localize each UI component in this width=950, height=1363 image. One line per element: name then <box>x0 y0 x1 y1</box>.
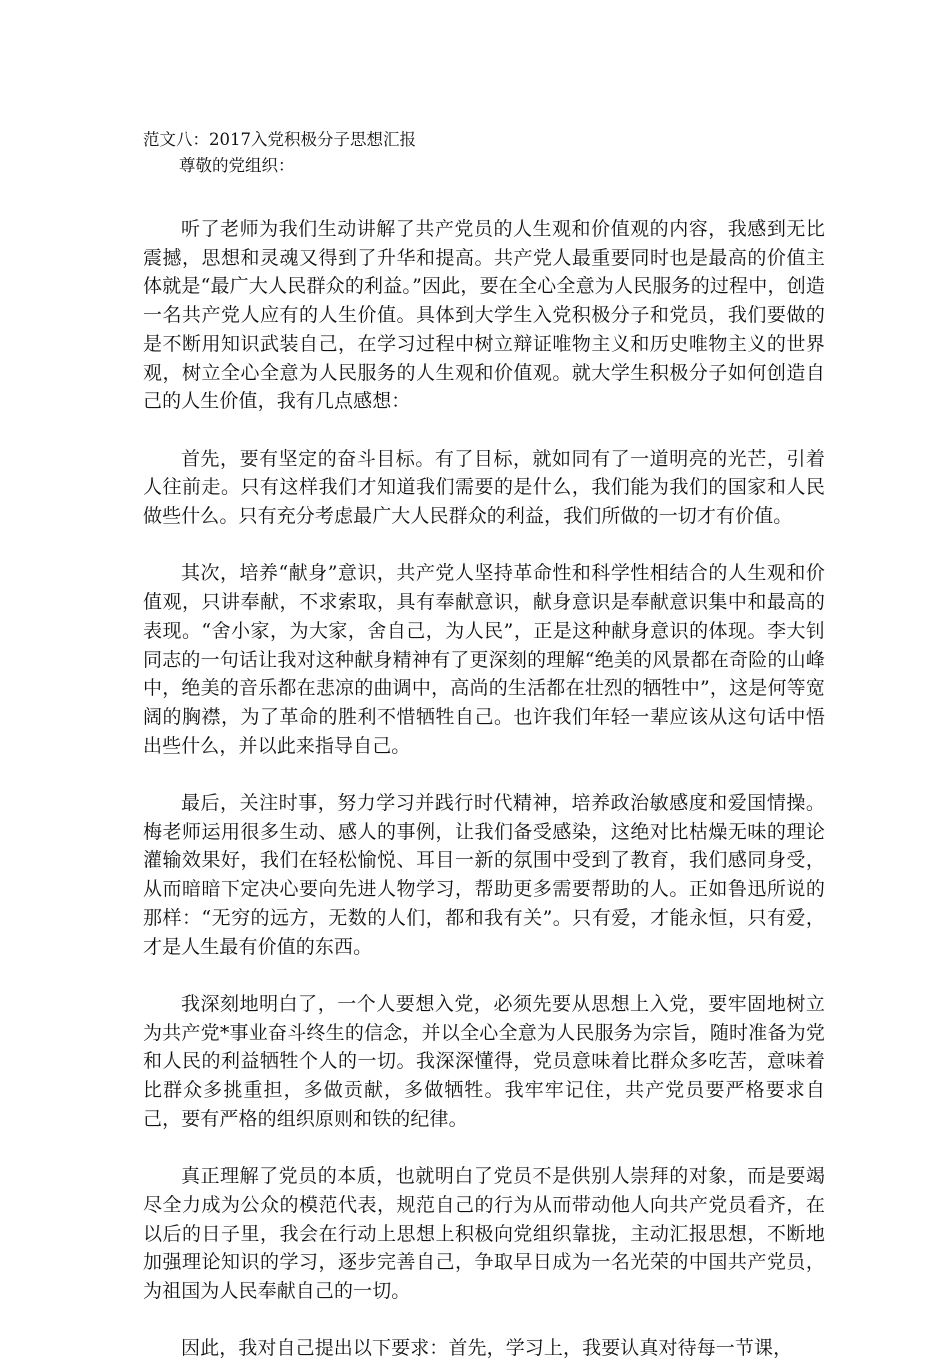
paragraph-3: 其次，培养“献身”意识，共产党人坚持革命性和科学性相结合的人生观和价值观，只讲奉献，不求索取，具有奉献意识，献身意识是奉献意识集中和最高的表现。“舍小家，为大家，舍自己，为人民”，正是这种献身意识的体现。李大钊同志的一句话让我对这种献身精神有了更深刻的理解“绝美的风景都在奇险的山峰中，绝美的音乐都在悲凉的曲调中，高尚的生活都在壮烈的牺牲中”，这是何等宽阔的胸襟，为了革命的胜利不惜牺牲自己。也许我们年轻一辈应该从这句话中悟出些什么，并以此来指导自己。 <box>143 562 825 757</box>
paragraph-spacer <box>143 961 825 990</box>
document-title: 范文八：2017入党积极分子思想汇报 <box>143 130 416 149</box>
paragraph-2: 首先，要有坚定的奋斗目标。有了目标，就如同有了一道明亮的光芒，引着人往前走。只有这样我们才知道我们需要的是什么，我们能为我们的国家和人民做些什么。只有充分考虑最广大人民群众的利益，我们所做的一切才有价值。 <box>143 447 825 528</box>
paragraph-spacer <box>143 531 825 560</box>
paragraph-spacer <box>143 760 825 789</box>
paragraph-spacer <box>143 416 825 445</box>
paragraph-5: 我深刻地明白了，一个人要想入党，必须先要从思想上入党，要牢固地树立为共产党*事业奋斗终生的信念，并以全心全意为人民服务为宗旨，随时准备为党和人民的利益牺牲个人的一切。我深深懂得，党员意味着比群众多吃苦，意味着比群众多挑重担，多做贡献，多做牺牲。我牢牢记住，共产党员要严格要求自己，要有严格的组织原则和铁的纪律。 <box>143 992 825 1130</box>
document-body <box>143 127 825 1363</box>
salutation: 尊敬的党组织： <box>179 156 295 175</box>
paragraph-spacer <box>143 1133 825 1162</box>
paragraph-4: 最后，关注时事，努力学习并践行时代精神，培养政治敏感度和爱国情操。梅老师运用很多生动、感人的事例，让我们备受感染，这绝对比枯燥无味的理论灌输效果好，我们在轻松愉悦、耳目一新的氛围中受到了教育，我们感同身受，从而暗暗下定决心要向先进人物学习，帮助更多需要帮助的人。正如鲁迅所说的那样：“无穷的远方，无数的人们，都和我有关”。只有爱，才能永恒，只有爱，才是人生最有价值的东西。 <box>143 792 825 958</box>
paragraph-7: 因此，我对自己提出以下要求：首先，学习上，我要认真对待每一节课， <box>181 1337 793 1360</box>
paragraph-spacer <box>143 1306 825 1335</box>
paragraph-1: 听了老师为我们生动讲解了共产党员的人生观和价值观的内容，我感到无比震撼，思想和灵魂又得到了升华和提高。共产党人最重要同时也是最高的价值主体就是“最广大人民群众的利益。”因此，要在全心全意为人民服务的过程中，创造一名共产党人应有的人生价值。具体到大学生入党积极分子和党员，我们要做的是不断用知识武装自己，在学习过程中树立辩证唯物主义和历史唯物主义的世界观，树立全心全意为人民服务的人生观和价值观。就大学生积极分子如何创造自己的人生价值，我有几点感想： <box>143 218 825 413</box>
paragraph-spacer <box>143 179 825 215</box>
paragraph-6: 真正理解了党员的本质，也就明白了党员不是供别人崇拜的对象，而是要竭尽全力成为公众的模范代表，规范自己的行为从而带动他人向共产党员看齐，在以后的日子里，我会在行动上思想上积极向党组织靠拢，主动汇报思想，不断地加强理论知识的学习，逐步完善自己，争取早日成为一名光荣的中国共产党员，为祖国为人民奉献自己的一切。 <box>143 1165 825 1302</box>
